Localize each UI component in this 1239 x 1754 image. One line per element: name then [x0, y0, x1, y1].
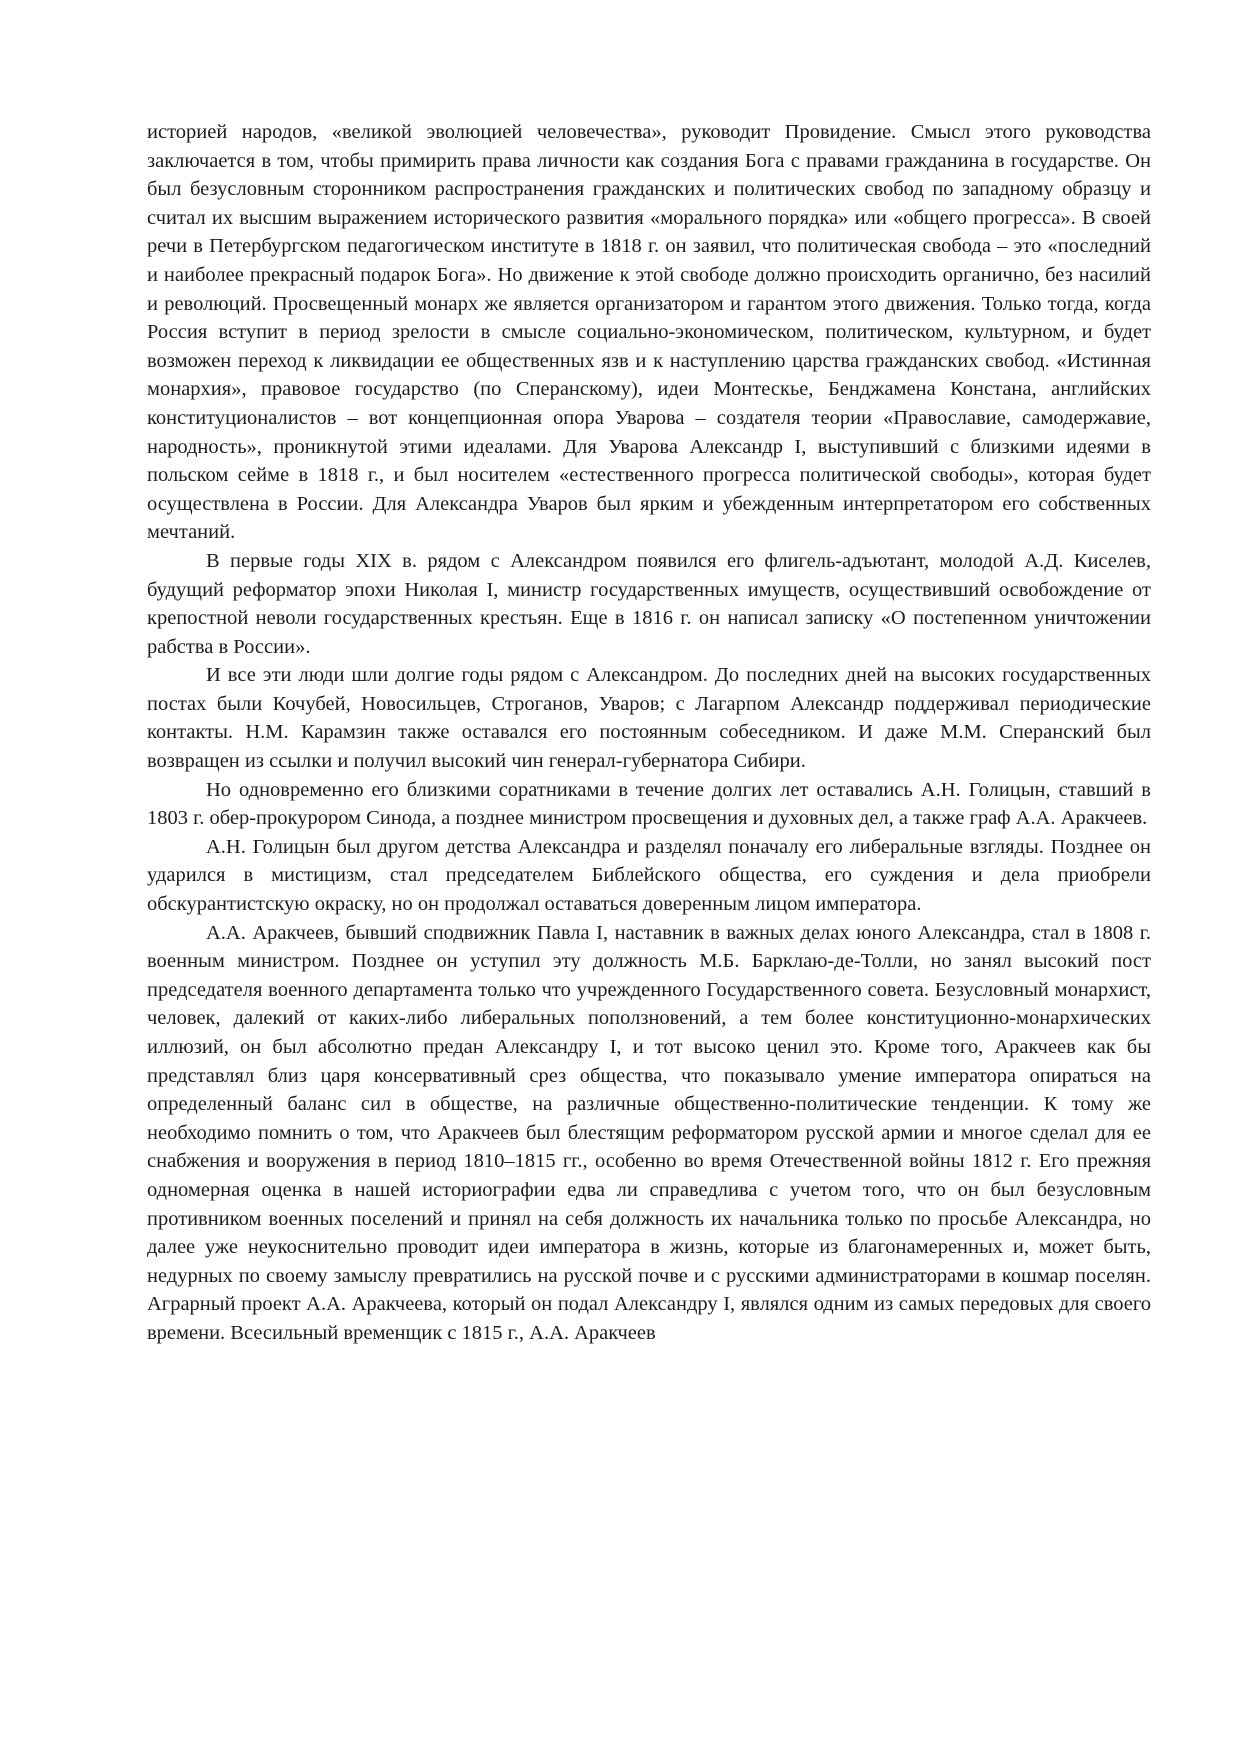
paragraph-3: И все эти люди шли долгие годы рядом с Александром. До последних дней на высоких государственных постах были Кочубей, Новосильцев, Строганов, Уваров; с Лагарпом Александр поддерживал периодические контакты. Н.М. Карамзин также оставался его постоянным собеседником. И даже М.М. Сперанский был возвращен из ссылки и получил высокий чин генерал-губернатора Сибири. [147, 664, 1151, 773]
paragraph-4: Но одновременно его близкими соратниками в течение долгих лет оставались А.Н. Голицын, ставший в 1803 г. обер-прокурором Синода, а позднее министром просвещения и духовных дел, а также граф А.А. Аракчеев. [147, 778, 1151, 830]
paragraph-2: В первые годы XIX в. рядом с Александром появился его флигель-адъютант, молодой А.Д. Киселев, будущий реформатор эпохи Николая I, министр государственных имуществ, осуществивший освобождение от крепостной неволи государственных крестьян. Еще в 1816 г. он написал записку «О постепенном уничтожении рабства в России». [147, 549, 1151, 658]
document-page [147, 118, 1151, 1348]
paragraph-5: А.Н. Голицын был другом детства Александра и разделял поначалу его либеральные взгляды. Позднее он ударился в мистицизм, стал председателем Библейского общества, его суждения и дела приобрели обскурантистскую окраску, но он продолжал оставаться доверенным лицом императора. [147, 835, 1151, 916]
paragraph-6: А.А. Аракчеев, бывший сподвижник Павла I, наставник в важных делах юного Александра, стал в 1808 г. военным министром. Позднее он уступил эту должность М.Б. Барклаю-де-Толли, но занял высокий пост председателя военного департамента только что учрежденного Государственного совета. Безусловный монархист, человек, далекий от каких-либо либеральных поползновений, а тем более конституционно-монархических иллюзий, он был абсолютно предан Александру I, и тот высоко ценил это. Кроме того, Аракчеев как бы представлял близ царя консервативный срез общества, что показывало умение императора опираться на определенный баланс сил в обществе, на различные общественно-политические тенденции. К тому же необходимо помнить о том, что Аракчеев был блестящим реформатором русской армии и многое сделал для ее снабжения и вооружения в период 1810–1815 гг., особенно во время Отечественной войны 1812 г. Его прежняя одномерная оценка в нашей историографии едва ли справедлива с учетом того, что он был безусловным противником военных поселений и принял на себя должность их начальника только по просьбе Александра, но далее уже неукоснительно проводит идеи императора в жизнь, которые из благонамеренных и, может быть, недурных по своему замыслу превратились на русской почве и с русскими администраторами в кошмар поселян. Аграрный проект А.А. Аракчеева, который он подал Александру I, являлся одним из самых передовых для своего времени. Всесильный временщик с 1815 г., А.А. Аракчеев [147, 921, 1151, 1344]
paragraph-1: историей народов, «великой эволюцией человечества», руководит Провидение. Смысл этого руководства заключается в том, чтобы примирить права личности как создания Бога с правами гражданина в государстве. Он был безусловным сторонником распространения гражданских и политических свобод по западному образцу и считал их высшим выражением исторического развития «морального порядка» или «общего прогресса». В своей речи в Петербургском педагогическом институте в 1818 г. он заявил, что политическая свобода – это «последний и наиболее прекрасный подарок Бога». Но движение к этой свободе должно происходить органично, без насилий и революций. Просвещенный монарх же является организатором и гарантом этого движения. Только тогда, когда Россия вступит в период зрелости в смысле социально-экономическом, политическом, культурном, и будет возможен переход к ликвидации ее общественных язв и к наступлению царства гражданских свобод. «Истинная монархия», правовое государство (по Сперанскому), идеи Монтескье, Бенджамена Констана, английских конституционалистов – вот концепционная опора Уварова – создателя теории «Православие, самодержавие, народность», проникнутой этими идеалами. Для Уварова Александр I, выступивший с близкими идеями в польском сейме в 1818 г., и был носителем «естественного прогресса политической свободы», которая будет осуществлена в России. Для Александра Уваров был ярким и убежденным интерпретатором его собственных мечтаний. [147, 121, 1151, 544]
